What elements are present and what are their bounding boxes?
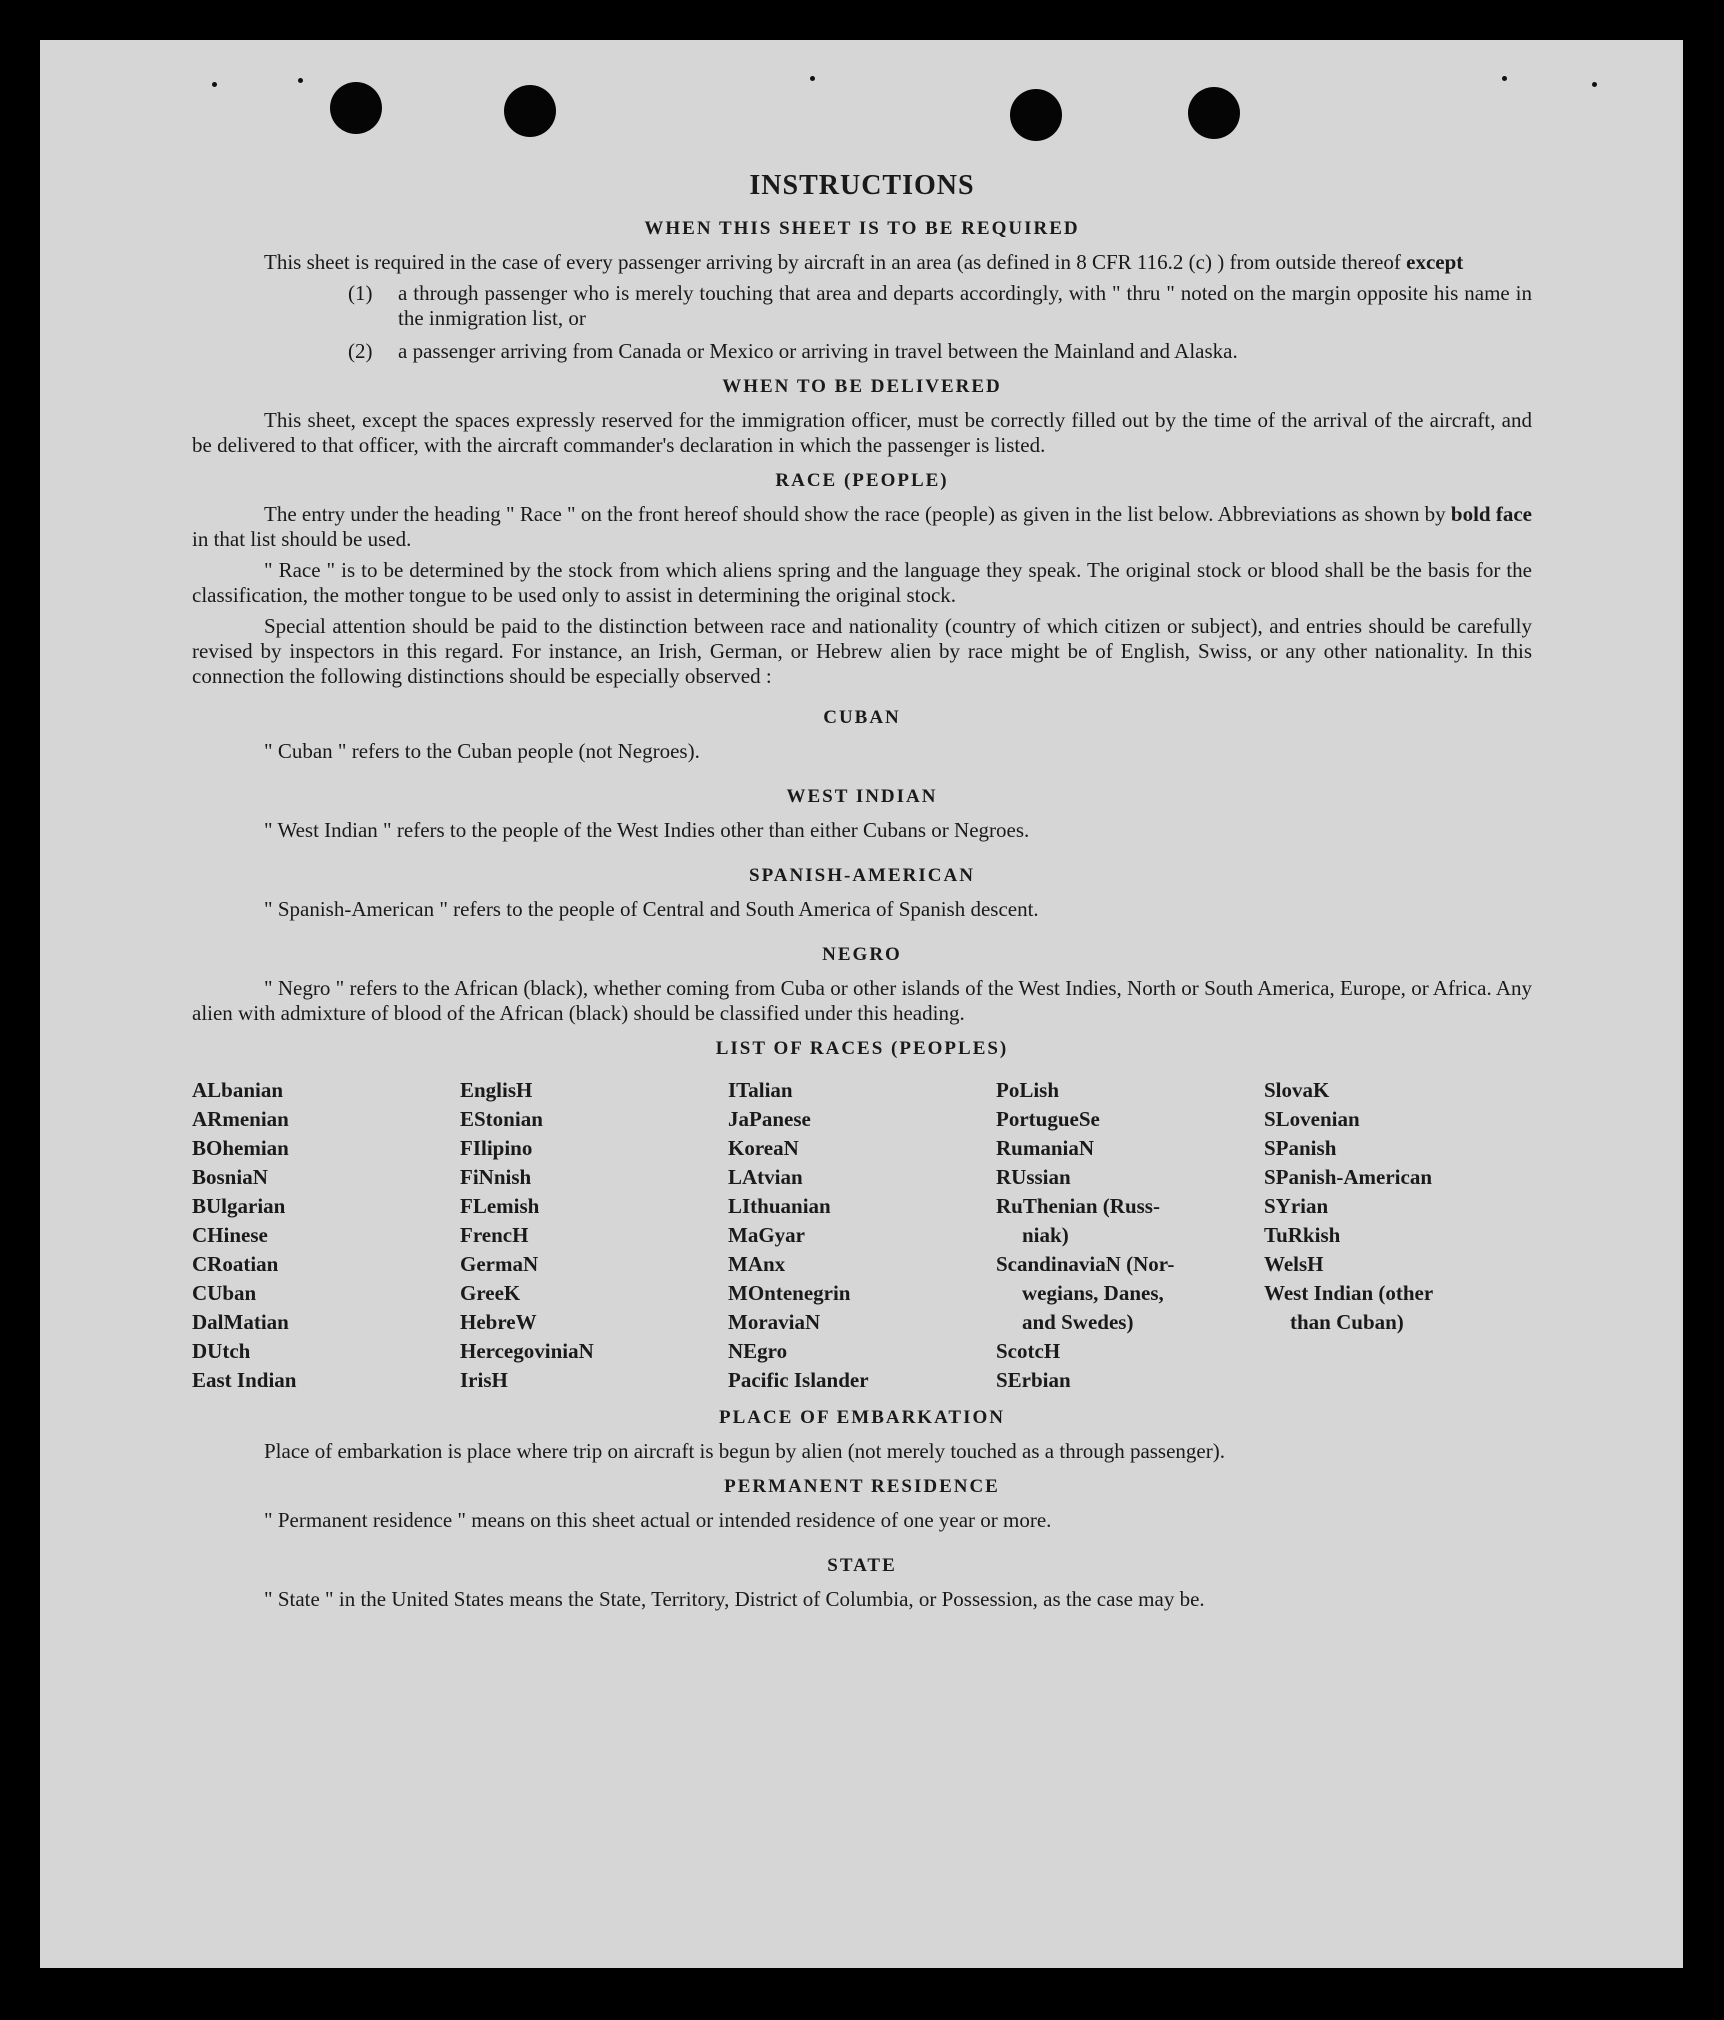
punch-hole xyxy=(504,85,556,137)
race-entry: RumaniaN xyxy=(996,1136,1095,1160)
section-heading: CUBAN xyxy=(823,707,901,728)
races-list xyxy=(192,1076,1532,1395)
paragraph: The entry under the heading " Race " on the front hereof should show the race (people) as given in the list below. Abbreviations as shown by bold face in that list should be used. xyxy=(192,502,1533,551)
instructions-content xyxy=(192,170,1532,1618)
list-item: (2) a passenger arriving from Canada or Mexico or arriving in travel between the Mainland and Alaska. xyxy=(348,339,1238,363)
race-entry: GermaN xyxy=(460,1252,539,1276)
punch-hole xyxy=(1188,87,1240,139)
race-entry: MOntenegrin xyxy=(728,1281,851,1305)
race-entry: DalMatian xyxy=(192,1310,289,1334)
race-entry: SYrian xyxy=(1264,1194,1329,1218)
section-heading: STATE xyxy=(827,1555,897,1576)
race-entry: IrisH xyxy=(460,1368,508,1392)
race-entry: niak) xyxy=(1022,1223,1069,1247)
race-entry: ALbanian xyxy=(192,1078,284,1102)
speck xyxy=(1502,76,1507,81)
race-entry: RuThenian (Russ- xyxy=(996,1194,1160,1218)
bold-text: except xyxy=(1406,250,1464,274)
paragraph: Place of embarkation is place where trip on aircraft is begun by alien (not merely touched as a through passenger). xyxy=(264,1439,1225,1463)
section-heading: RACE (PEOPLE) xyxy=(775,470,949,491)
paragraph: This sheet, except the spaces expressly reserved for the immigration officer, must be correctly filled out by the time of the arrival of the aircraft, and be delivered to that officer, with the aircraft commander's declaration in which the passenger is listed. xyxy=(192,408,1532,457)
race-entry: EStonian xyxy=(460,1107,543,1131)
race-entry: NEgro xyxy=(728,1339,788,1363)
race-entry: BUlgarian xyxy=(192,1194,286,1218)
race-entry: FiNnish xyxy=(460,1165,532,1189)
race-entry: CRoatian xyxy=(192,1252,279,1276)
list-item: (1) a through passenger who is merely touching that area and departs accordingly, with " thru " noted on the margin opposite his name in the inmigration list, or xyxy=(348,281,1532,330)
race-entry: RUssian xyxy=(996,1165,1071,1189)
paragraph: " Permanent residence " means on this sheet actual or intended residence of one year or more. xyxy=(264,1508,1052,1532)
paragraph: " West Indian " refers to the people of the West Indies other than either Cubans or Negroes. xyxy=(264,818,1030,842)
race-entry: ScandinaviaN (Nor- xyxy=(996,1252,1175,1276)
race-entry: Pacific Islander xyxy=(728,1368,869,1392)
section-heading: PLACE OF EMBARKATION xyxy=(719,1407,1005,1428)
race-entry: wegians, Danes, xyxy=(1022,1281,1164,1305)
race-entry: FrencH xyxy=(460,1223,529,1247)
race-entry: and Swedes) xyxy=(1022,1310,1134,1334)
race-entry: FLemish xyxy=(460,1194,540,1218)
paragraph: Special attention should be paid to the distinction between race and nationality (country of which citizen or subject), and entries should be carefully revised by inspectors in this regard. For instance, an Irish, German, or Hebrew alien by race might be of English, Swiss, or any other nationality. In this connection the following distinctions should be especially observed : xyxy=(192,614,1532,688)
race-entry: MAnx xyxy=(728,1252,786,1276)
race-entry: MaGyar xyxy=(728,1223,805,1247)
race-entry: KoreaN xyxy=(728,1136,799,1160)
race-entry: East Indian xyxy=(192,1368,297,1392)
section-heading: WHEN TO BE DELIVERED xyxy=(722,376,1002,397)
paragraph: " State " in the United States means the State, Territory, District of Columbia, or Possession, as the case may be. xyxy=(264,1587,1205,1611)
section-heading: LIST OF RACES (PEOPLES) xyxy=(715,1038,1009,1059)
race-entry: CHinese xyxy=(192,1223,268,1247)
document-page xyxy=(40,40,1683,1968)
section-heading: NEGRO xyxy=(822,944,902,965)
punch-hole xyxy=(330,82,382,134)
race-entry: than Cuban) xyxy=(1290,1310,1404,1334)
race-entry: FIlipino xyxy=(460,1136,533,1160)
race-entry: MoraviaN xyxy=(728,1310,821,1334)
races-column xyxy=(728,1076,996,1395)
race-entry: TuRkish xyxy=(1264,1223,1341,1247)
race-entry: SlovaK xyxy=(1264,1078,1330,1102)
race-entry: LAtvian xyxy=(728,1165,803,1189)
race-entry: CUban xyxy=(192,1281,257,1305)
race-entry: BosniaN xyxy=(192,1165,268,1189)
paragraph: " Race " is to be determined by the stock from which aliens spring and the language they speak. The original stock or blood shall be the basis for the classification, the mother tongue to be used only to assist in determining the original stock. xyxy=(192,558,1532,607)
paragraph: " Negro " refers to the African (black), whether coming from Cuba or other islands of the West Indies, North or South America, Europe, or Africa. Any alien with admixture of blood of the African (black) should be classified under this heading. xyxy=(192,976,1532,1025)
race-entry: JaPanese xyxy=(728,1107,811,1131)
race-entry: ARmenian xyxy=(192,1107,289,1131)
speck xyxy=(810,76,815,81)
race-entry: West Indian (other xyxy=(1264,1281,1434,1305)
race-entry: DUtch xyxy=(192,1339,251,1363)
race-entry: ScotcH xyxy=(996,1339,1061,1363)
races-column xyxy=(1264,1076,1532,1395)
race-entry: LIthuanian xyxy=(728,1194,831,1218)
race-entry: EnglisH xyxy=(460,1078,533,1102)
race-entry: SLovenian xyxy=(1264,1107,1360,1131)
race-entry: BOhemian xyxy=(192,1136,289,1160)
punch-hole xyxy=(1010,89,1062,141)
section-heading: SPANISH-AMERICAN xyxy=(749,865,975,886)
speck xyxy=(298,78,303,83)
race-entry: HebreW xyxy=(460,1310,537,1334)
paragraph: This sheet is required in the case of every passenger arriving by aircraft in an area (as defined in 8 CFR 116.2 (c) ) from outside thereof except xyxy=(264,250,1464,274)
bold-text: bold face xyxy=(1450,502,1533,526)
page-title: INSTRUCTIONS xyxy=(749,170,975,201)
paragraph: " Cuban " refers to the Cuban people (not Negroes). xyxy=(264,739,700,763)
section-heading: WEST INDIAN xyxy=(786,786,938,807)
speck xyxy=(212,82,217,87)
race-entry: PoLish xyxy=(996,1078,1060,1102)
race-entry: PortugueSe xyxy=(996,1107,1100,1131)
race-entry: SPanish-American xyxy=(1264,1165,1432,1189)
race-entry: ITalian xyxy=(728,1078,793,1102)
races-column xyxy=(460,1076,728,1395)
speck xyxy=(1592,82,1597,87)
race-entry: HercegoviniaN xyxy=(460,1339,594,1363)
race-entry: SErbian xyxy=(996,1368,1071,1392)
section-heading: WHEN THIS SHEET IS TO BE REQUIRED xyxy=(644,218,1080,239)
paragraph: " Spanish-American " refers to the people of Central and South America of Spanish descent. xyxy=(264,897,1039,921)
races-column xyxy=(192,1076,460,1395)
race-entry: WelsH xyxy=(1264,1252,1324,1276)
section-heading: PERMANENT RESIDENCE xyxy=(724,1476,1000,1497)
race-entry: SPanish xyxy=(1264,1136,1337,1160)
race-entry: GreeK xyxy=(460,1281,521,1305)
races-column xyxy=(996,1076,1264,1395)
